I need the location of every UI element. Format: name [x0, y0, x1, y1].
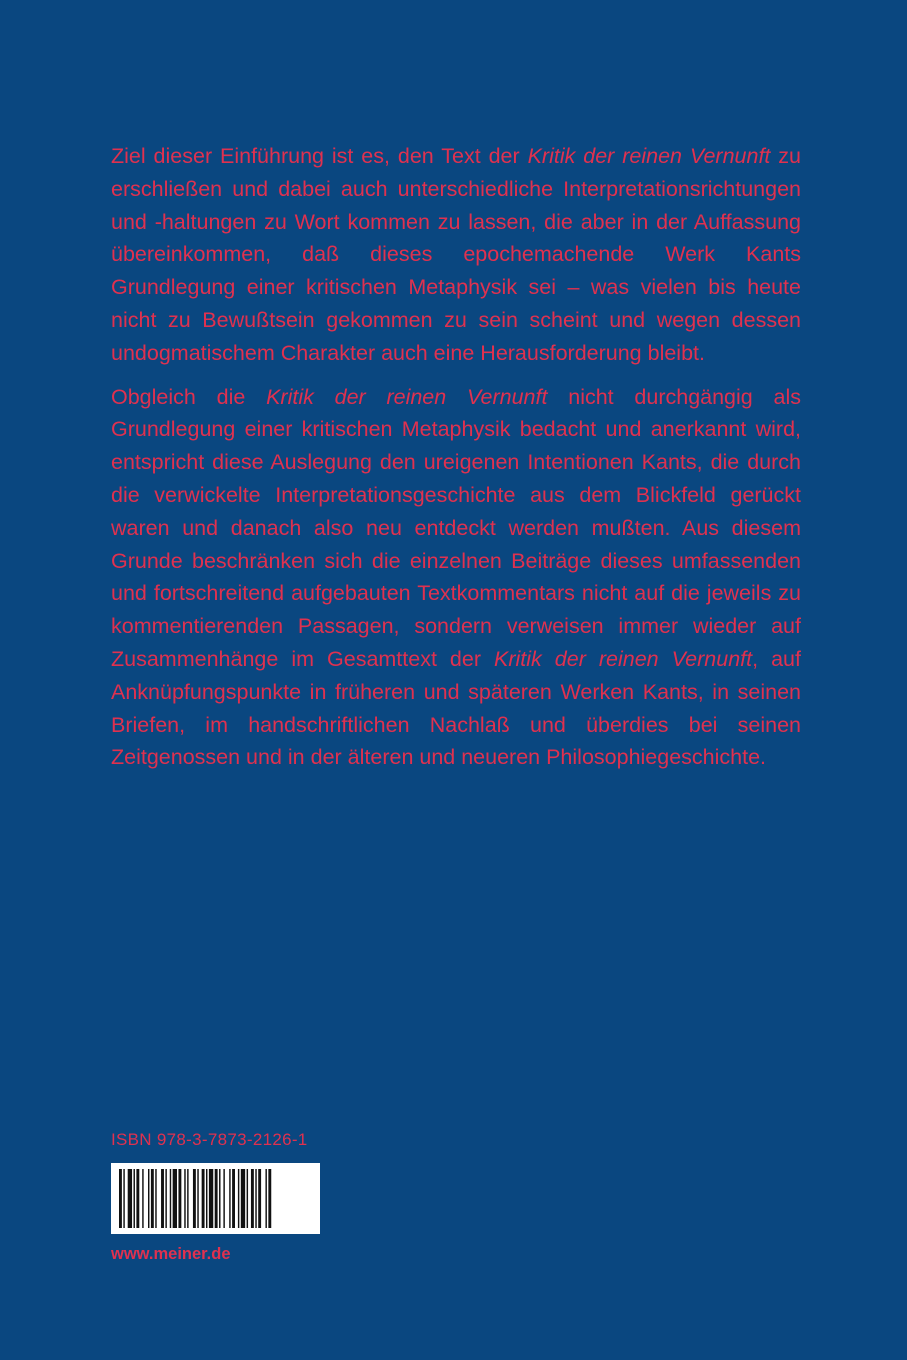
barcode-bar	[178, 1169, 181, 1228]
barcode-bar	[197, 1169, 198, 1228]
barcode-bar	[170, 1169, 171, 1228]
barcode-bar	[209, 1169, 213, 1228]
book-title-italic: Kritik der reinen Vernunft	[494, 646, 753, 671]
barcode-bar	[206, 1169, 207, 1228]
barcode-bar	[193, 1169, 196, 1228]
barcode-bar	[247, 1169, 248, 1228]
barcode-bar	[184, 1169, 185, 1228]
barcode-bar	[241, 1169, 245, 1228]
barcode-bar	[128, 1169, 132, 1228]
barcode-bar	[148, 1169, 149, 1228]
barcode-bar	[265, 1169, 266, 1228]
barcode-bar	[268, 1169, 271, 1228]
barcode-bar	[229, 1169, 230, 1228]
barcode-bar	[223, 1169, 224, 1228]
blurb-paragraph-1: Ziel dieser Einführung ist es, den Text der Kritik der reinen Vernunft zu erschließen und dabei auch unterschiedliche Interpretationsrichtungen und -haltungen zu Wort kommen zu lassen, die aber in der Auffassung übereinkommen, daß dieses epochemachende Werk Kants Grundlegung einer kritischen Metaphysik sei – was vielen bis heute nicht zu Bewußtsein gekommen zu sein scheint und wegen dessen undogmatischem Charakter auch eine Herausforderung bleibt.	[111, 144, 802, 365]
barcode-bar	[173, 1169, 177, 1228]
barcode-bar	[142, 1169, 143, 1228]
barcode-bar	[136, 1169, 139, 1228]
barcode-bar	[165, 1169, 166, 1228]
book-title-italic: Kritik der reinen Vernunft	[527, 144, 771, 168]
blurb-paragraph-2: Obgleich die Kritik der reinen Vernunft nicht durchgängig als Grundlegung einer kritischen Metaphysik bedacht und anerkannt wird, entspricht diese Auslegung den ureigenen Intentionen Kants, die durch die verwickelte Interpretationsgeschichte aus dem Blickfeld gerückt waren und danach also neu entdeckt werden mußten. Aus diesem Grunde beschränken sich die einzelnen Beiträge dieses umfassenden und fortschreitend aufgebauten Textkommentars nicht auf die jeweils zu kommentierenden Passagen, sondern verweisen immer wieder auf Zusammenhänge im Gesamttext der Kritik der reinen Vernunft, auf Anknüpfungspunkte in früheren und späteren Werken Kants, in seinen Briefen, im handschriftlichen Nachlaß und überdies bei seinen Zeitgenossen und in der älteren und neueren Philosophiegeschichte.	[111, 384, 801, 770]
barcode-bar	[161, 1169, 164, 1228]
barcode-bar	[151, 1169, 154, 1228]
barcode-bar	[251, 1169, 254, 1228]
barcode-bar	[202, 1169, 205, 1228]
barcode-bar	[123, 1169, 124, 1228]
barcode-bar	[238, 1169, 239, 1228]
barcode-icon	[111, 1163, 320, 1234]
barcode-bar	[155, 1169, 156, 1228]
barcode-bar	[219, 1169, 220, 1228]
publisher-url: www.meiner.de	[111, 1245, 231, 1263]
barcode-bars	[111, 1163, 320, 1234]
barcode-bar	[232, 1169, 235, 1228]
isbn-label: ISBN 978-3-7873-2126-1	[111, 1130, 308, 1149]
barcode-bar	[255, 1169, 256, 1228]
book-title-italic: Kritik der reinen Vernunft	[266, 384, 548, 409]
barcode-bar	[215, 1169, 218, 1228]
barcode-bar	[134, 1169, 135, 1228]
blurb-text	[111, 140, 801, 785]
barcode-bar	[258, 1169, 261, 1228]
barcode-bar	[187, 1169, 188, 1228]
barcode-bar	[119, 1169, 122, 1228]
